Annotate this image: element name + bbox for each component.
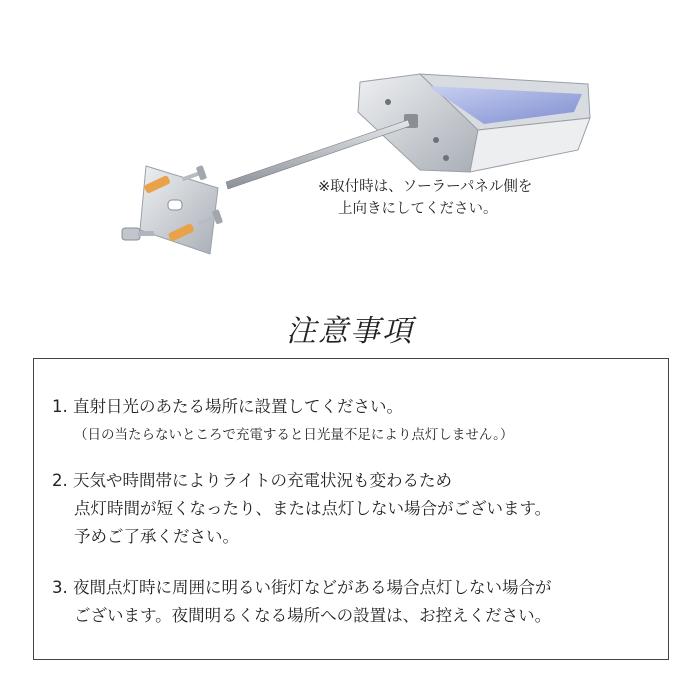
notice-item-3 <box>52 574 552 630</box>
solar-light-body <box>358 74 590 172</box>
notice-item-1-line2: （日の当たらないところで充電すると日光量不足により点灯しません。） <box>74 427 514 443</box>
notice-item-1 <box>52 393 513 449</box>
solar-light-mounting-illustration <box>0 0 700 290</box>
notice-item-2-line1: 2. 天気や時間帯によりライトの充電状況も変わるため <box>52 471 452 490</box>
mounting-note-line1: ※取付時は、ソーラーパネル側を <box>318 179 533 195</box>
wall-bracket <box>122 165 223 254</box>
notice-title: 注意事項 <box>286 314 414 349</box>
mounting-note <box>318 176 532 220</box>
notice-item-2 <box>52 467 551 551</box>
notice-item-1-line1: 1. 直射日光のあたる場所に設置してください。 <box>52 397 403 416</box>
notice-item-2-line3: 予めご了承ください。 <box>74 527 239 546</box>
notice-item-3-line2: ございます。夜間明るくなる場所への設置は、お控えください。 <box>74 606 552 625</box>
notice-item-2-line2: 点灯時間が短くなったり、または点灯しない場合がございます。 <box>74 499 552 518</box>
notice-item-3-line1: 3. 夜間点灯時に周囲に明るい街灯などがある場合点灯しない場合が <box>52 578 552 597</box>
mounting-note-line2: 上向きにしてください。 <box>338 201 498 217</box>
